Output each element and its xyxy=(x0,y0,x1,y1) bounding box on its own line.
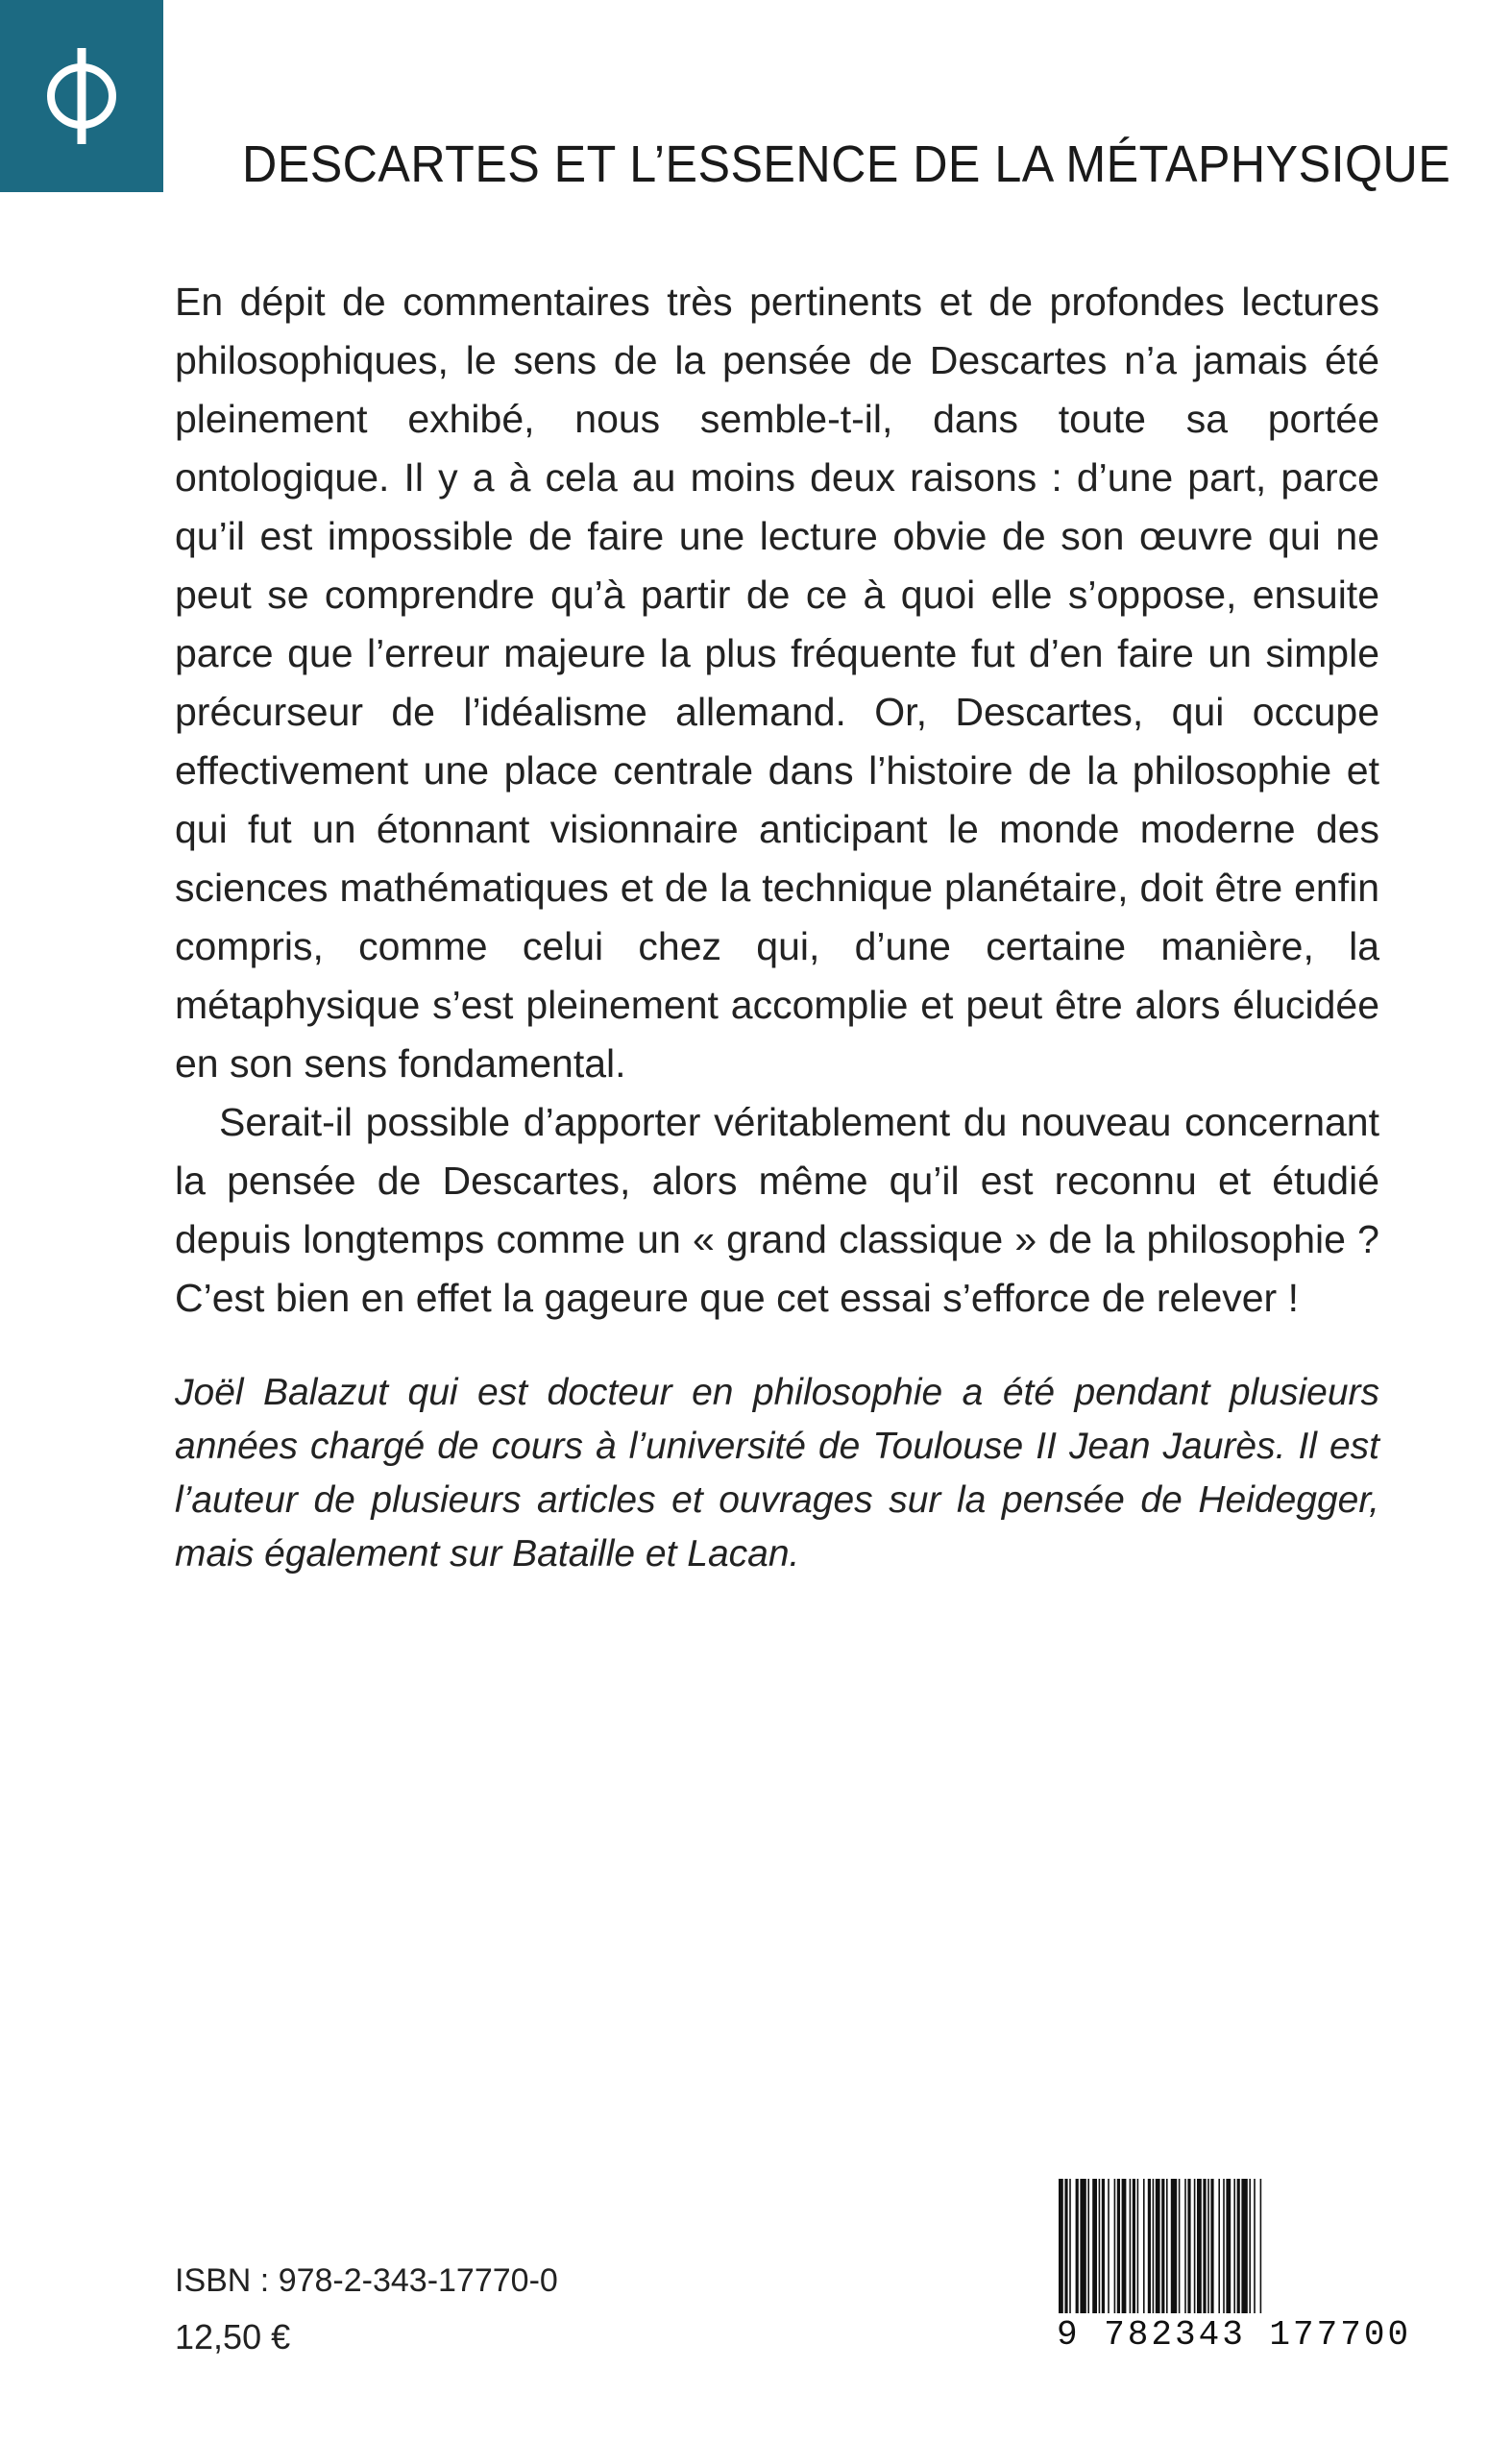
barcode-digits: 9 782343 177700 xyxy=(1057,2315,1412,2355)
back-cover-blurb xyxy=(175,273,1379,1328)
publisher-logo xyxy=(0,0,163,192)
book-title: DESCARTES ET L’ESSENCE DE LA MÉTAPHYSIQUE xyxy=(242,135,1451,193)
author-bio xyxy=(175,1366,1379,1581)
phi-icon xyxy=(38,38,125,154)
author-name: Joël Balazut xyxy=(175,1372,389,1413)
price: 12,50 € xyxy=(175,2317,291,2357)
blurb-paragraph-2: Serait-il possible d’apporter véritablement du nouveau concernant la pensée de Descartes, alors même qu’il est reconnu et étudié depuis longtemps comme un « grand classique » de la philosophie ? C’est bien en effet la gageure que cet essai s’efforce de relever ! xyxy=(175,1100,1379,1320)
isbn: ISBN : 978-2-343-17770-0 xyxy=(175,2262,558,2299)
blurb-paragraph-1: En dépit de commentaires très pertinents et de profondes lectures philosophiques, le sens de la pensée de Descartes n’a jamais été pleinement exhibé, nous semble-t-il, dans toute sa portée ontologique. Il y a à cela au moins deux raisons : d’une part, parce qu’il est impossible de faire une lecture obvie de son œuvre qui ne peut se comprendre qu’à partir de ce à quoi elle s’oppose, ensuite parce que l’erreur majeure la plus fréquente fut d’en faire un simple précurseur de l’idéalisme allemand. Or, Descartes, qui occupe effectivement une place centrale dans l’histoire de la philosophie et qui fut un étonnant visionnaire anticipant le monde moderne des sciences mathématiques et de la technique planétaire, doit être enfin compris, comme celui chez qui, d’une certaine manière, la métaphysique s’est pleinement accomplie et peut être alors élucidée en son sens fondamental. xyxy=(175,280,1379,1086)
author-bio-text: qui est docteur en philosophie a été pendant plusieurs années chargé de cours à l’université de Toulouse II Jean Jaurès. Il est l’auteur de plusieurs articles et ouvrages sur la pensée de Heidegger, mais également sur Bataille et Lacan. xyxy=(175,1372,1379,1575)
